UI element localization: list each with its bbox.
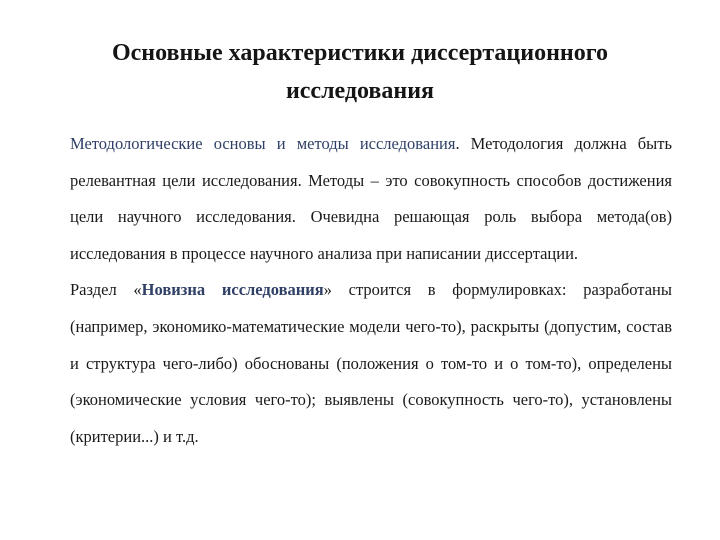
- title-line-2: исследования: [285, 78, 435, 104]
- paragraph-novelty: [70, 272, 672, 455]
- novelty-text: » строится в формулировках: разработаны (например, экономико-математические модели чего-то), раскрыты (допустим, состав и структура чего-либо) обоснованы (положения о том-то и о том-то), определены (экономические условия чего-то); выявлены (совокупность чего-то), установлены (критерии...) и т.д.: [70, 280, 672, 446]
- title-line-1: Основные характеристики диссертационного: [111, 40, 609, 66]
- slide-title: [40, 34, 680, 110]
- methodology-text: . Методология должна быть релевантная цели исследования. Методы – это совокупность способов достижения цели научного исследования. Очевидна решающая роль выбора метода(ов) исследования в процессе научного анализа при написании диссертации.: [70, 134, 672, 263]
- novelty-keyword: Новизна исследования: [141, 280, 324, 300]
- slide-body: [70, 126, 672, 455]
- novelty-prefix: Раздел «: [70, 280, 142, 300]
- methodology-heading: Методологические основы и методы исследования: [70, 134, 456, 153]
- paragraph-methodology: [70, 126, 672, 272]
